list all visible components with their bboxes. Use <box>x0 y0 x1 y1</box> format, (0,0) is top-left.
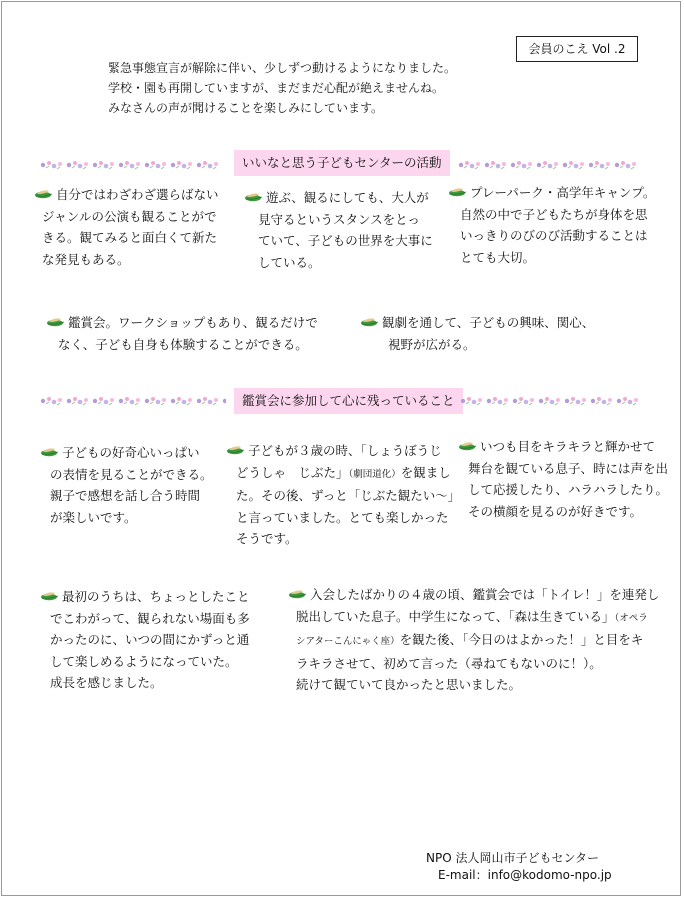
comment-block: 入会したばかりの４歳の頃、鑑賞会では「トイレ！」を連発し 脱出していた息子。中学生になって、「森は生きている」（オペラ シアターこんにゃく座）を観た後、「今日のはよかった！」と目をキ ラキラさせて、初めて言った（尋ねてもないのに！）。 続けて観ていて良かったと思いました。 <box>288 584 659 696</box>
intro-text <box>108 58 456 118</box>
leaf-icon <box>40 446 60 458</box>
flower-divider-right <box>458 158 638 172</box>
leaf-icon <box>34 188 54 200</box>
volume-label: 会員のこえ Vol .2 <box>516 36 638 62</box>
comment-block: 子どもの好奇心いっぱい の表情を見ることができる。 親子で感想を話し合う時間 が楽しいです。 <box>40 442 213 528</box>
footer-org: NPO 法人岡山市子どもセンター <box>426 851 599 865</box>
flower-divider-right <box>460 394 638 408</box>
comment-block: プレーパーク・高学年キャンプ。 自然の中で子どもたちが身体を思 いっきりのびのび活動することは とても大切。 <box>448 182 655 268</box>
footer <box>426 850 612 884</box>
leaf-icon <box>360 316 380 328</box>
comment-block: 観劇を通して、子どもの興味、関心、 視野が広がる。 <box>360 312 594 355</box>
leaf-icon <box>448 186 468 198</box>
comment-block: 子どもが３歳の時、「しょうぼうじ どうしゃ じぶた」（劇団道化）を観まし た。その後、ずっと「じぶた観たい～」 と言っていました。とても楽しかった そうです。 <box>226 440 460 550</box>
leaf-icon <box>288 588 308 600</box>
section-title-activities: いいなと思う子どもセンターの活動 <box>234 150 450 176</box>
leaf-icon <box>458 440 478 452</box>
leaf-icon <box>226 444 246 456</box>
leaf-icon <box>244 191 264 203</box>
comment-block: 最初のうちは、ちょっとしたこと でこわがって、観られない場面も多 かったのに、いつの間にかずっと通 して楽しめるようになっていた。 成長を感じました。 <box>40 586 250 694</box>
leaf-icon <box>46 316 66 328</box>
flower-divider-left <box>40 394 226 408</box>
comment-block: 遊ぶ、観るにしても、大人が 見守るというスタンスをとっ ていて、子どもの世界を大事に している。 <box>244 187 433 273</box>
intro-line: 学校・園も再開していますが、まだまだ心配が絶えませんね。 <box>108 81 445 95</box>
comment-block: 自分ではわざわざ選らばない ジャンルの公演も観ることがで きる。観てみると面白くて新た な発見もある。 <box>34 184 219 270</box>
flower-divider-left <box>40 158 222 172</box>
intro-line: みなさんの声が聞けることを楽しみにしています。 <box>108 101 384 115</box>
leaf-icon <box>40 590 60 602</box>
footer-email: E-mail：info@kodomo-npo.jp <box>438 868 612 882</box>
intro-line: 緊急事態宣言が解除に伴い、少しずつ動けるようになりました。 <box>108 61 457 75</box>
comment-block: 鑑賞会。ワークショップもあり、観るだけで なく、子ども自身も体験することができる。 <box>46 312 318 355</box>
section-title-memories: 鑑賞会に参加して心に残っていること <box>234 388 463 414</box>
comment-block: いつも目をキラキラと輝かせて 舞台を観ている息子、時には声を出 して応援したり、ハラハラしたり。 その横顔を見るのが好きです。 <box>458 436 668 522</box>
